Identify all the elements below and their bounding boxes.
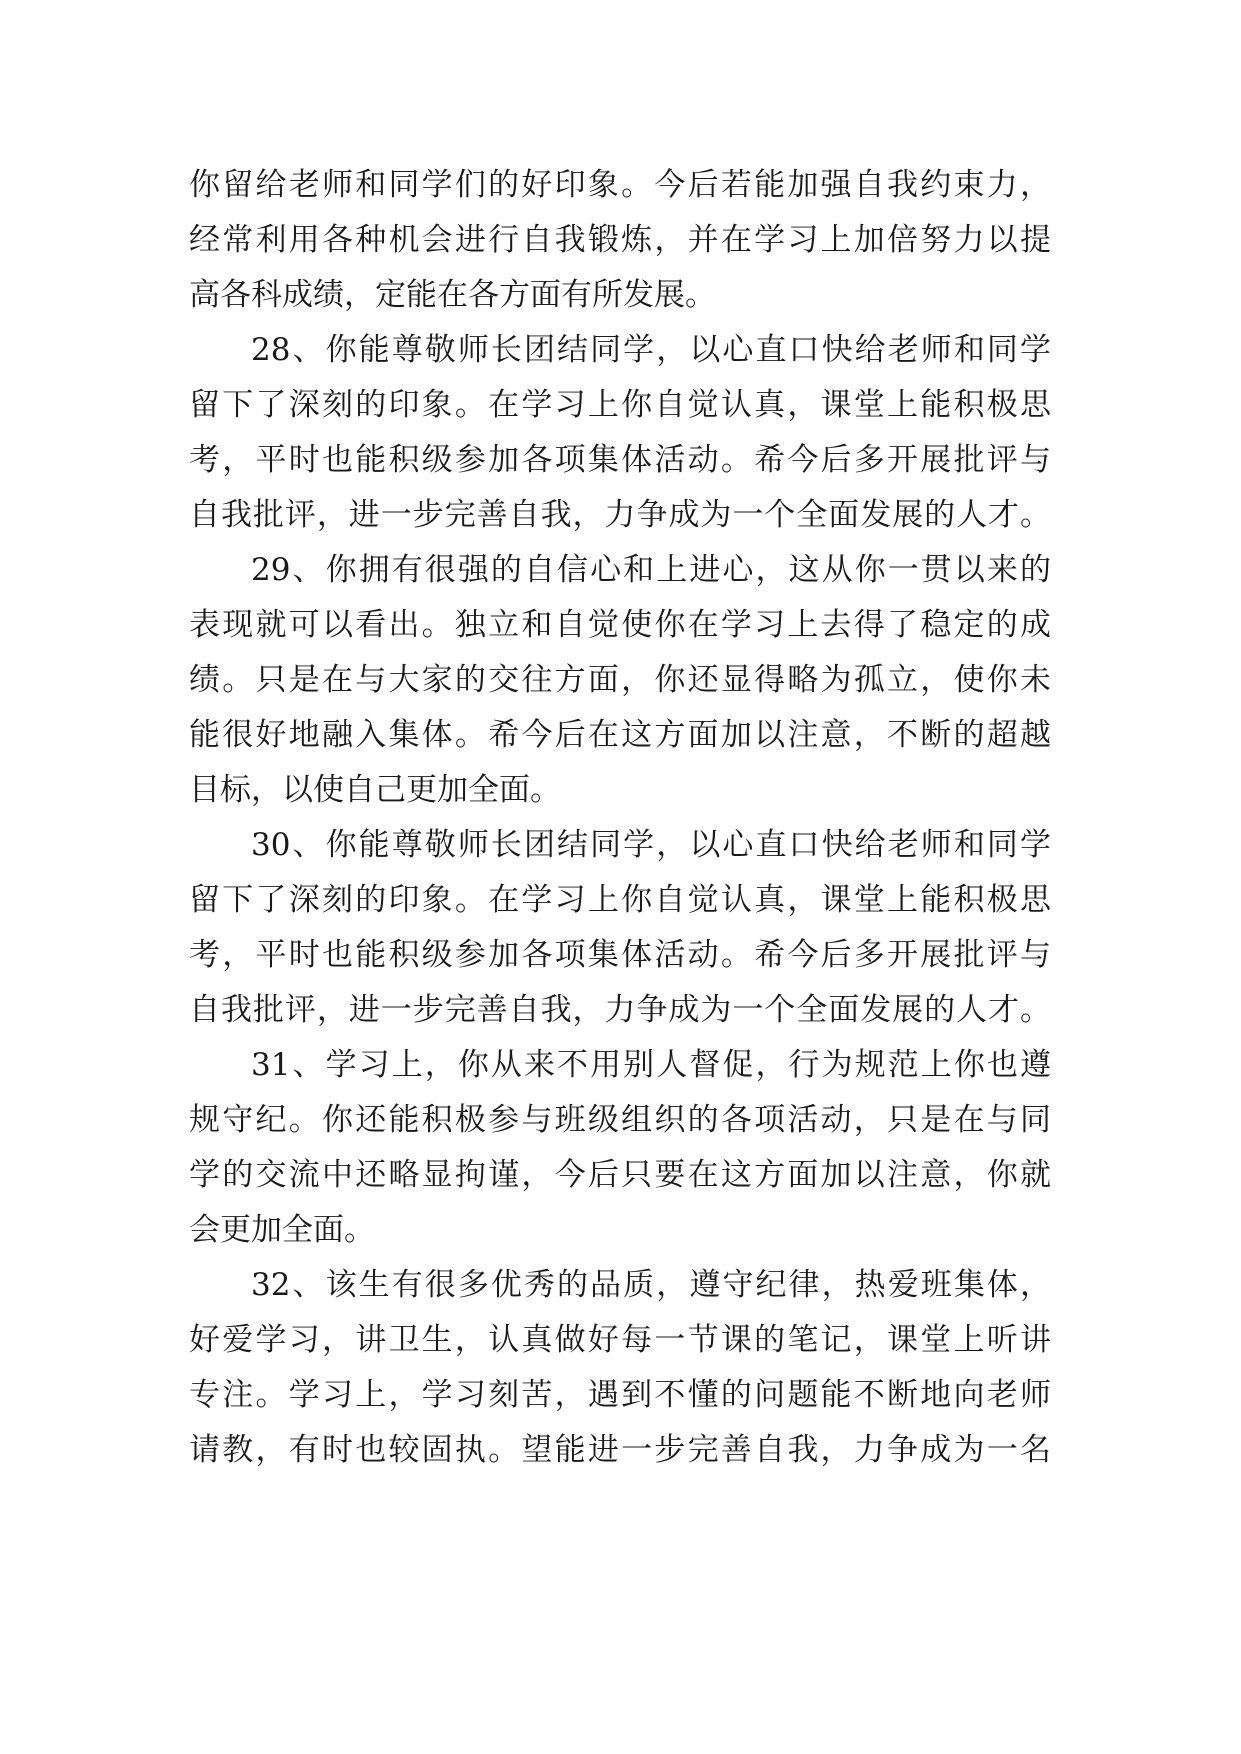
text-line: 专注。学习上，学习刻苦，遇到不懂的问题能不断地向老师	[189, 1377, 1051, 1413]
text-line: 留下了深刻的印象。在学习上你自觉认真，课堂上能积极思	[189, 882, 1051, 918]
text-line: 28、你能尊敬师长团结同学，以心直口快给老师和同学	[251, 332, 1051, 368]
text-line: 留下了深刻的印象。在学习上你自觉认真，课堂上能积极思	[189, 387, 1051, 423]
text-line: 高各科成绩，定能在各方面有所发展。	[189, 277, 716, 313]
text-line: 会更加全面。	[189, 1212, 375, 1248]
text-line: 考，平时也能积级参加各项集体活动。希今后多开展批评与	[189, 442, 1051, 478]
paragraph-31	[189, 1038, 1051, 1258]
text-line: 目标，以使自己更加全面。	[189, 772, 561, 808]
text-line: 请教，有时也较固执。望能进一步完善自我，力争成为一名	[189, 1432, 1051, 1468]
paragraph-29	[189, 543, 1051, 818]
text-line: 好爱学习，讲卫生，认真做好每一节课的笔记，课堂上听讲	[189, 1322, 1051, 1358]
paragraph-30	[189, 818, 1051, 1038]
text-line: 表现就可以看出。独立和自觉使你在学习上去得了稳定的成	[189, 607, 1051, 643]
text-line: 30、你能尊敬师长团结同学，以心直口快给老师和同学	[251, 827, 1051, 863]
document-body	[189, 158, 1051, 1478]
text-line: 自我批评，进一步完善自我，力争成为一个全面发展的人才。	[189, 497, 1051, 533]
text-line: 32、该生有很多优秀的品质，遵守纪律，热爱班集体，	[251, 1267, 1051, 1303]
paragraph-32	[189, 1258, 1051, 1478]
text-line: 自我批评，进一步完善自我，力争成为一个全面发展的人才。	[189, 992, 1051, 1028]
text-line: 能很好地融入集体。希今后在这方面加以注意，不断的超越	[189, 717, 1051, 753]
paragraph-28	[189, 323, 1051, 543]
text-line: 规守纪。你还能积极参与班级组织的各项活动，只是在与同	[189, 1102, 1051, 1138]
text-line: 经常利用各种机会进行自我锻炼，并在学习上加倍努力以提	[189, 222, 1051, 258]
text-line: 绩。只是在与大家的交往方面，你还显得略为孤立，使你未	[189, 662, 1051, 698]
text-line: 31、学习上，你从来不用别人督促，行为规范上你也遵	[251, 1047, 1051, 1083]
paragraph-continuation	[189, 158, 1051, 323]
text-line: 学的交流中还略显拘谨，今后只要在这方面加以注意，你就	[189, 1157, 1051, 1193]
text-line: 考，平时也能积级参加各项集体活动。希今后多开展批评与	[189, 937, 1051, 973]
text-line: 你留给老师和同学们的好印象。今后若能加强自我约束力，	[189, 167, 1051, 203]
text-line: 29、你拥有很强的自信心和上进心，这从你一贯以来的	[251, 552, 1051, 588]
